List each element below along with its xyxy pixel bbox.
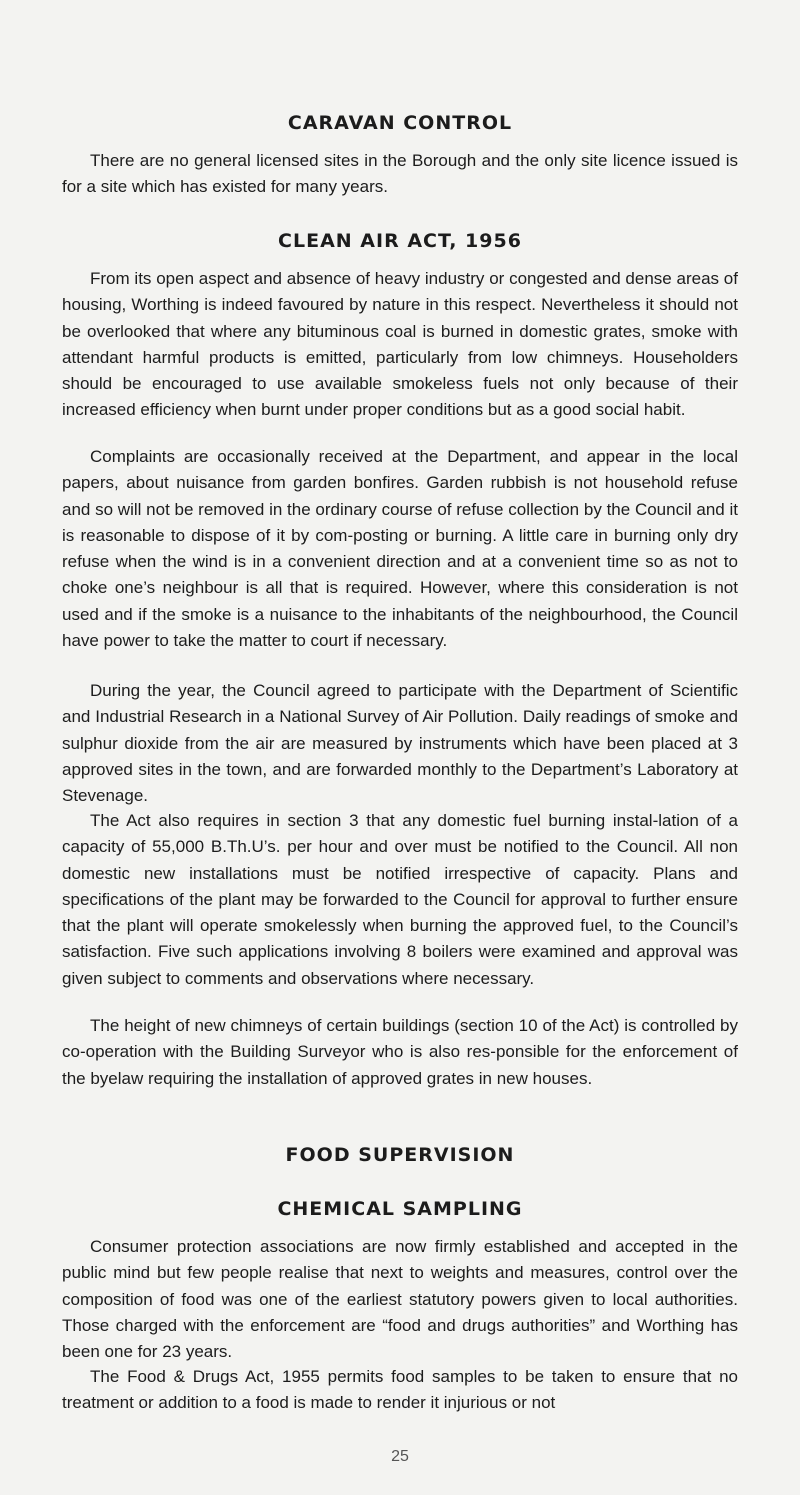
paragraph-food-1: Consumer protection associations are now firmly established and accepted in the public mind but few people realise that next to weights and measures, control over the composition of food was one of the earliest statutory powers given to local authorities. Those charged with the enforcement are “food and drugs authorities” and Worthing has been one for 23 years. [62, 1237, 738, 1362]
paragraph-clean-air-4: The Act also requires in section 3 that any domestic fuel burning instal-lation of a capacity of 55,000 B.Th.U’s. per hour and over must be notified to the Council. All non domestic new installations must be notified irrespective of capacity. Plans and specifications of the plant may be forwarded to the Council for approval to further ensure that the plant will operate smokelessly when burning the approved fuel, to the Council’s satisfaction. Five such applications involving 8 boilers were examined and approval was given subject to comments and observations where necessary. [62, 811, 738, 988]
paragraph-clean-air-1: From its open aspect and absence of heavy industry or congested and dense areas of housing, Worthing is indeed favoured by nature in this respect. Nevertheless it should not be overlooked that where any bituminous coal is burned in domestic grates, smoke with attendant harmful products is emitted, particularly from low chimneys. Householders should be encouraged to use available smokeless fuels not only because of their increased efficiency when burnt under proper conditions but as a good social habit. [62, 269, 738, 420]
heading-chemical-sampling: CHEMICAL SAMPLING [277, 1198, 523, 1220]
paragraph-clean-air-5: The height of new chimneys of certain buildings (section 10 of the Act) is controlled by co-operation with the Building Surveyor who is also res-ponsible for the enforcement of the byelaw requiring the installation of approved grates in new houses. [62, 1016, 738, 1088]
paragraph-clean-air-3: During the year, the Council agreed to participate with the Department of Scientific and Industrial Research in a National Survey of Air Pollution. Daily readings of smoke and sulphur dioxide from the air are measured by instruments which have been placed at 3 approved sites in the town, and are forwarded monthly to the Department’s Laboratory at Stevenage. [62, 681, 738, 806]
paragraph-caravan-1: There are no general licensed sites in the Borough and the only site licence issued is for a site which has existed for many years. [62, 151, 738, 197]
heading-clean-air-act: CLEAN AIR ACT, 1956 [278, 230, 522, 252]
paragraph-food-2: The Food & Drugs Act, 1955 permits food samples to be taken to ensure that no treatment or addition to a food is made to render it injurious or not [62, 1367, 738, 1413]
heading-caravan-control: CARAVAN CONTROL [287, 112, 513, 134]
page-number: 25 [391, 1448, 409, 1465]
paragraph-clean-air-2: Complaints are occasionally received at the Department, and appear in the local papers, about nuisance from garden bonfires. Garden rubbish is not household refuse and so will not be removed in the ordinary course of refuse collection by the Council and it is reasonable to dispose of it by com-posting or burning. A little care in burning only dry refuse when the wind is in a convenient direction and at a convenient time so as not to choke one’s neighbour is all that is required. However, where this consideration is not used and if the smoke is a nuisance to the inhabitants of the neighbourhood, the Council have power to take the matter to court if necessary. [62, 447, 738, 651]
heading-food-supervision: FOOD SUPERVISION [285, 1144, 515, 1166]
